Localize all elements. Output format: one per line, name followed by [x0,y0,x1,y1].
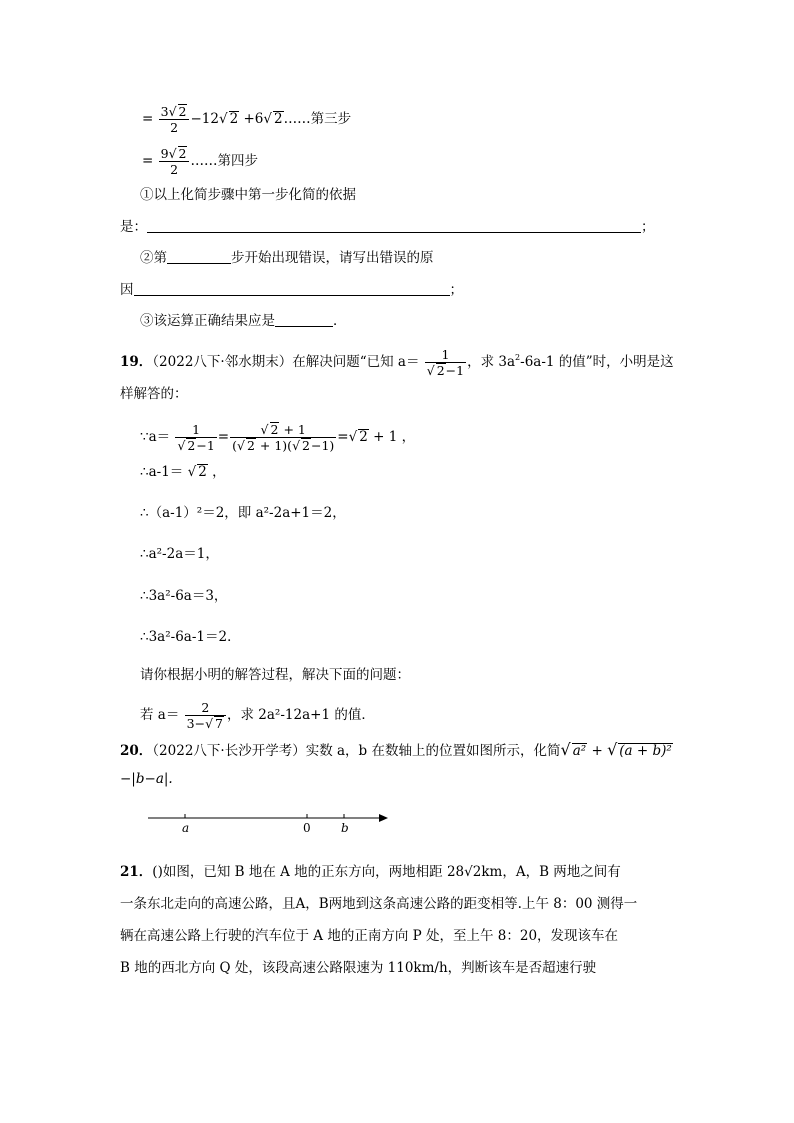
problem-19-ask: 请你根据小明的解答过程，解决下面的问题： [140,667,410,683]
solution-line-4: ∴a²-2a＝1， [140,546,219,562]
solution-line-3: ∴（a-1）²＝2，即 a²-2a+1＝2， [140,505,346,521]
solution-line-6: ∴3a²-6a-1＝2． [140,629,241,645]
arrow-icon [379,814,388,822]
sub-question-1: ①以上化简步骤中第一步化简的依据 [140,187,356,203]
problem-19-header: 19．（2022八下·邻水期末）在解决问题“已知 a＝ 1 √ 2−1 ，求 $3a^2-6a-1$ 的值”时，小明是这 [120,347,674,378]
sub-question-2-answer: 因 ； [120,282,463,298]
label-0: 0 [303,821,311,835]
solution-line-1: ∵a＝ 1 √ 2−1 = √ $\frac{2 + 1}{(√ 2 + 1)(√ 2-1)}$ =√ 2 + 1 ， [140,422,415,453]
answer-blank[interactable] [134,281,450,296]
problem-21-line1: 21．()如图，已知 B 地在 A 地的正东方向，两地相距 28√2km，A，B 两地之间有 [120,864,621,880]
number-line [145,808,405,836]
sub-question-2: ②第 步开始出现错误，请写出错误的原 [140,250,434,266]
answer-blank[interactable] [147,218,641,233]
step4-line: = $\frac{9√ 2}{2}$ ……第四步 [142,146,258,177]
problem-19-ask2: 若 a＝ $\frac{2}{3-√ 7}$ ，求 2a²-12a+1 的值． [140,700,375,731]
answer-blank[interactable] [275,312,333,327]
label-b: b [341,821,349,835]
fraction-9sqrt2-over-2: $\frac{9√ 2}{2}$ [159,146,190,177]
fraction-3sqrt2-over-2: $\frac{3√ 2}{2}$ [159,104,190,135]
problem-21-line3: 辆在高速公路上行驶的汽车位于 A 地的正南方向 P 处，至上午 8：20，发现该车在 [120,928,619,944]
problem-21-line2: 一条东北走向的高速公路，且A，B两地到这条高速公路的距变相等.上午 8：00 测得一 [120,896,638,912]
fraction-2-over-3-minus-sqrt7: $\frac{2}{3-√ 7}$ [185,700,226,731]
solution-line-5: ∴3a²-6a＝3， [140,588,228,604]
problem-20-line2: −|b−a|. [120,771,173,787]
solution-line-2: ∴a-1＝ √ 2 ， [140,462,226,482]
sub-question-3: ③该运算正确结果应是 ． [140,313,347,329]
problem-19-line2: 样解答的： [120,386,188,402]
problem-20-header: 20．（2022八下·长沙开学考）实数 a，b 在数轴上的位置如图所示，化简√ a² + √ (a + b)² [120,740,672,759]
answer-blank[interactable] [167,249,231,264]
sub-question-1-answer: 是： ； [120,219,655,235]
step3-line: = $\frac{3√ 2}{2}$ −12√ 2 +6√ 2……第三步 [142,104,351,135]
fraction-1-over-sqrt2-minus-1: 1 √ 2−1 [425,347,466,378]
label-a: a [182,821,190,835]
problem-21-line4: B 地的西北方向 Q 处，该段高速公路限速为 110km/h，判断该车是否超速行驶 [120,960,597,976]
